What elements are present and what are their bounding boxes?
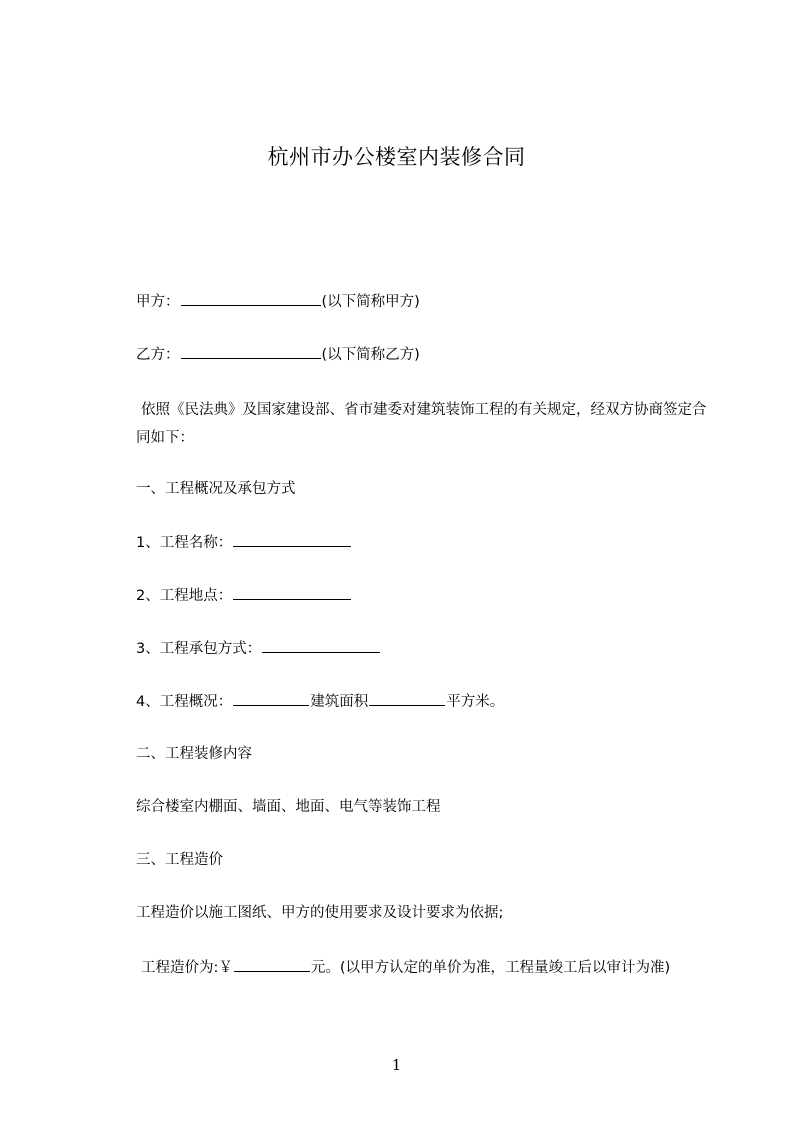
party-a-blank (181, 291, 321, 306)
price-suffix: 元。(以甲方认定的单价为准，工程量竣工后以审计为准) (310, 960, 671, 976)
price-blank (234, 957, 310, 972)
item3-label: 3、工程承包方式： (136, 641, 262, 657)
item2-line (136, 585, 352, 606)
item4-middle: 建筑面积 (310, 694, 369, 710)
page-number: 1 (391, 1056, 402, 1074)
item3-line (136, 638, 381, 659)
item4-blank-2 (369, 691, 445, 706)
party-b-suffix: (以下简称乙方) (321, 347, 420, 363)
item3-blank (262, 638, 380, 653)
document-title: 杭州市办公楼室内装修合同 (267, 145, 526, 169)
party-a-suffix: (以下简称甲方) (321, 294, 420, 310)
party-b-label: 乙方： (136, 347, 180, 363)
section2-heading: 二、工程装修内容 (136, 746, 252, 762)
party-a-label: 甲方： (136, 294, 180, 310)
section2-content: 综合楼室内棚面、墙面、地面、电气等装饰工程 (136, 799, 441, 815)
item4-line (136, 691, 504, 712)
section3-heading: 三、工程造价 (136, 852, 223, 868)
party-b-blank (181, 344, 321, 359)
price-paragraph (136, 954, 708, 982)
item4-label: 4、工程概况： (136, 694, 233, 710)
item4-blank-1 (233, 691, 309, 706)
item2-blank (233, 585, 351, 600)
item1-blank (233, 532, 351, 547)
item2-label: 2、工程地点： (136, 588, 233, 604)
item1-label: 1、工程名称： (136, 535, 233, 551)
item4-unit: 平方米。 (446, 694, 505, 710)
item1-line (136, 532, 352, 553)
party-a-line (136, 291, 420, 312)
preamble-paragraph: 依照《民法典》及国家建设部、省市建委对建筑装饰工程的有关规定，经双方协商签定合同如下： (136, 402, 707, 446)
section3-basis: 工程造价以施工图纸、甲方的使用要求及设计要求为依据; (136, 905, 504, 921)
section1-heading: 一、工程概况及承包方式 (136, 481, 296, 497)
price-label: 工程造价为:￥ (141, 960, 233, 976)
party-b-line (136, 344, 420, 365)
